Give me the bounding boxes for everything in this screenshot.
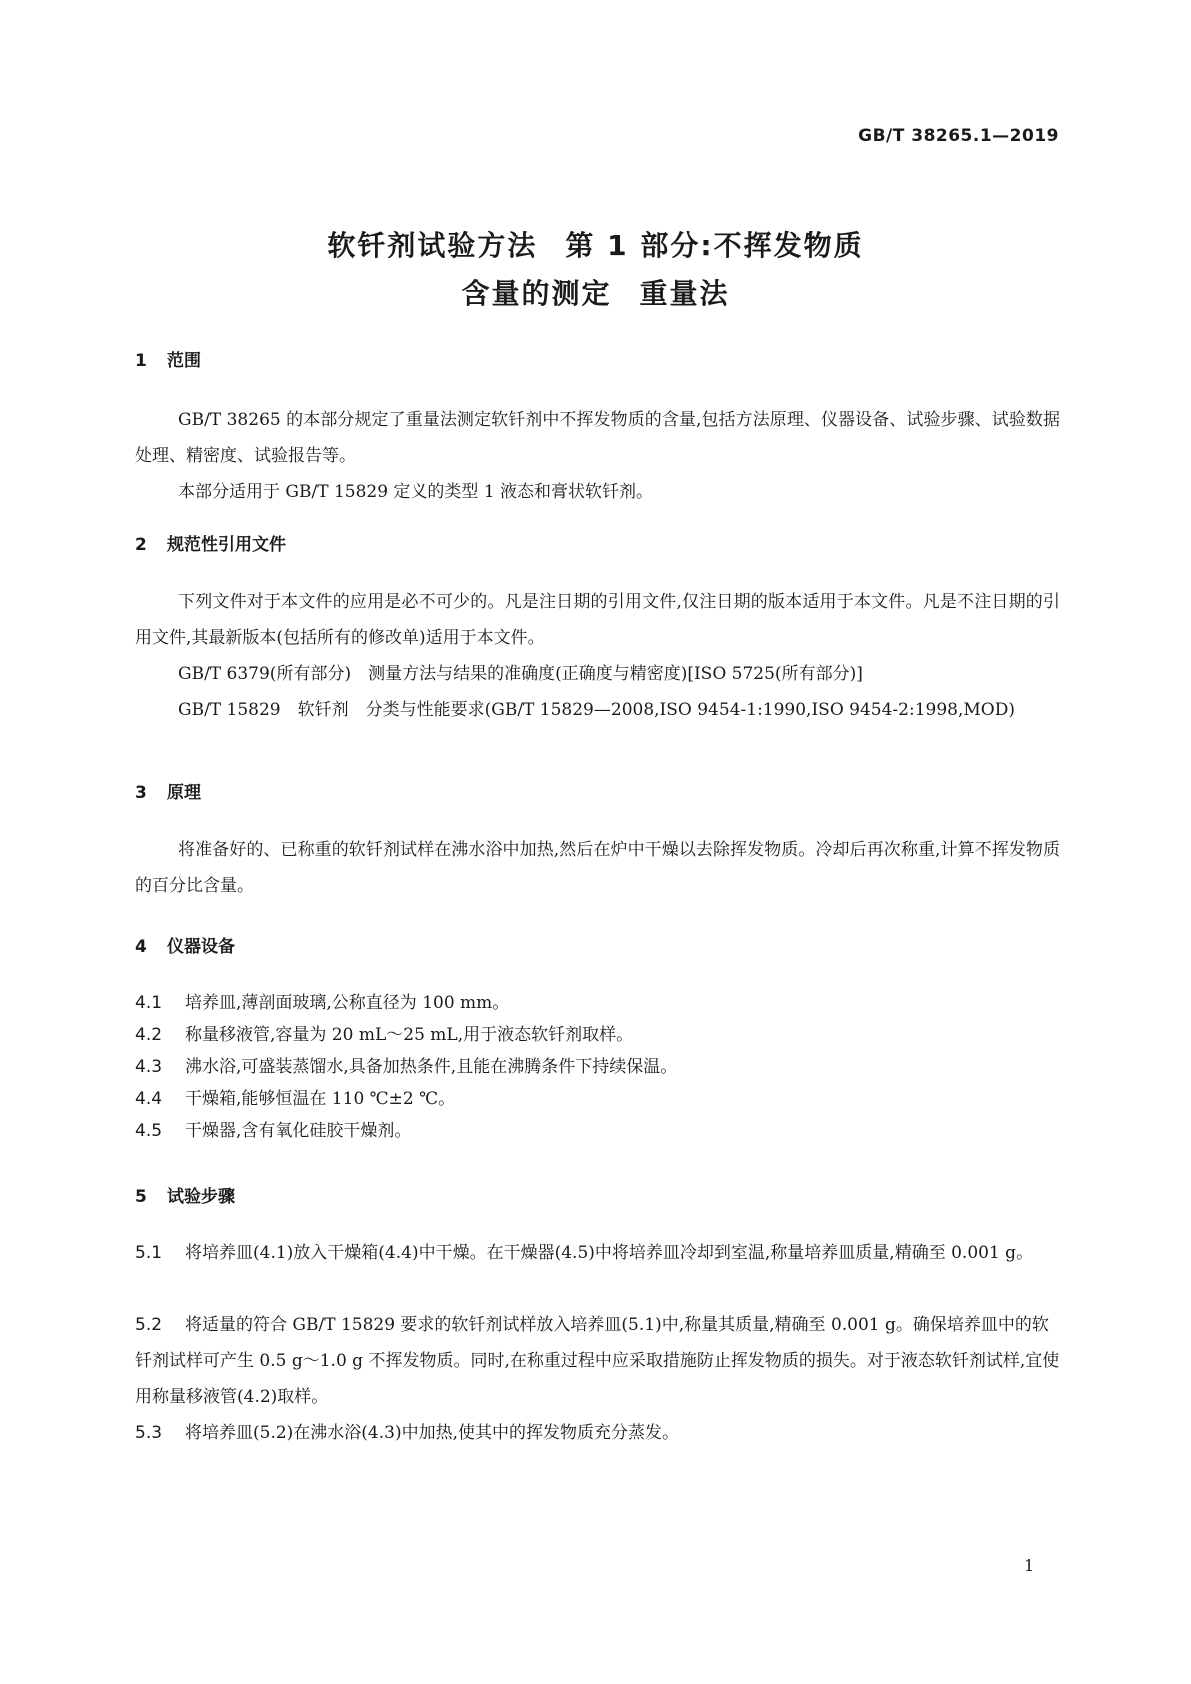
section-title: 仪器设备 <box>167 937 235 957</box>
document-title <box>0 222 1191 318</box>
section-heading-4 <box>135 932 235 957</box>
paragraph: GB/T 38265 的本部分规定了重量法测定软钎剂中不挥发物质的含量,包括方法原理、仪器设备、试验步骤、试验数据处理、精密度、试验报告等。 <box>135 410 1060 466</box>
section-number: 3 <box>135 783 147 803</box>
section-title: 范围 <box>167 351 201 371</box>
list-item <box>135 1081 1060 1117</box>
title-part-b: 第 1 部分:不挥发物质 <box>565 229 864 262</box>
section-heading-2 <box>135 530 286 555</box>
title-line-1 <box>0 222 1191 270</box>
section-title: 原理 <box>167 783 201 803</box>
item-text: 培养皿,薄剖面玻璃,公称直径为 100 mm。 <box>185 993 510 1013</box>
list-item <box>135 985 1060 1021</box>
paragraph: 本部分适用于 GB/T 15829 定义的类型 1 液态和膏状软钎剂。 <box>178 482 654 502</box>
section-title: 规范性引用文件 <box>167 535 286 555</box>
item-text: 将培养皿(4.1)放入干燥箱(4.4)中干燥。在干燥器(4.5)中将培养皿冷却到室温,称量培养皿质量,精确至 0.001 g。 <box>185 1243 1034 1263</box>
section-number: 5 <box>135 1187 147 1207</box>
item-text: 称量移液管,容量为 20 mL～25 mL,用于液态软钎剂取样。 <box>185 1025 634 1045</box>
item-number: 4.5 <box>135 1121 163 1141</box>
section-number: 2 <box>135 535 147 555</box>
item-text: 将培养皿(5.2)在沸水浴(4.3)中加热,使其中的挥发物质充分蒸发。 <box>185 1423 680 1443</box>
list-item <box>135 1415 1060 1451</box>
item-number: 4.3 <box>135 1057 163 1077</box>
item-text: 将适量的符合 GB/T 15829 要求的软钎剂试样放入培养皿(5.1)中,称量其质量,精确至 0.001 g。确保培养皿中的软钎剂试样可产生 0.5 g～1.0 g 不挥发物质。同时,在称重过程中应采取措施防止挥发物质的损失。对于液态软钎剂试样,宜使用称量移液管(4.2)取样。 <box>135 1315 1060 1407</box>
section-heading-5 <box>135 1182 235 1207</box>
title-part-a: 软钎剂试验方法 <box>327 229 538 262</box>
list-item <box>135 1113 1060 1149</box>
title-line-2 <box>0 270 1191 318</box>
item-number: 5.3 <box>135 1423 163 1443</box>
list-item <box>135 1307 1060 1415</box>
paragraph: 下列文件对于本文件的应用是必不可少的。凡是注日期的引用文件,仅注日期的版本适用于本文件。凡是不注日期的引用文件,其最新版本(包括所有的修改单)适用于本文件。 <box>135 592 1060 648</box>
section-heading-3 <box>135 778 201 803</box>
section-number: 4 <box>135 937 147 957</box>
page-number: 1 <box>1024 1556 1035 1575</box>
list-item <box>135 1017 1060 1053</box>
paragraph: 将准备好的、已称重的软钎剂试样在沸水浴中加热,然后在炉中干燥以去除挥发物质。冷却后再次称重,计算不挥发物质的百分比含量。 <box>135 840 1060 896</box>
item-number: 4.2 <box>135 1025 163 1045</box>
list-item <box>135 1049 1060 1085</box>
item-number: 5.1 <box>135 1243 163 1263</box>
item-number: 4.1 <box>135 993 163 1013</box>
title-part-d: 重量法 <box>639 277 730 310</box>
standard-number: GB/T 38265.1—2019 <box>858 126 1059 146</box>
section-heading-1 <box>135 346 201 371</box>
item-number: 5.2 <box>135 1315 163 1335</box>
item-text: 干燥器,含有氧化硅胶干燥剂。 <box>185 1121 412 1141</box>
section-number: 1 <box>135 351 147 371</box>
reference-item: GB/T 6379(所有部分) 测量方法与结果的准确度(正确度与精密度)[ISO 5725(所有部分)] <box>178 664 863 684</box>
item-number: 4.4 <box>135 1089 163 1109</box>
item-text: 干燥箱,能够恒温在 110 ℃±2 ℃。 <box>185 1089 456 1109</box>
section-title: 试验步骤 <box>167 1187 235 1207</box>
item-text: 沸水浴,可盛装蒸馏水,具备加热条件,且能在沸腾条件下持续保温。 <box>185 1057 678 1077</box>
title-part-c: 含量的测定 <box>461 277 612 310</box>
reference-item: GB/T 15829 软钎剂 分类与性能要求(GB/T 15829—2008,ISO 9454-1:1990,ISO 9454-2:1998,MOD) <box>178 700 1015 720</box>
list-item <box>135 1235 1060 1271</box>
